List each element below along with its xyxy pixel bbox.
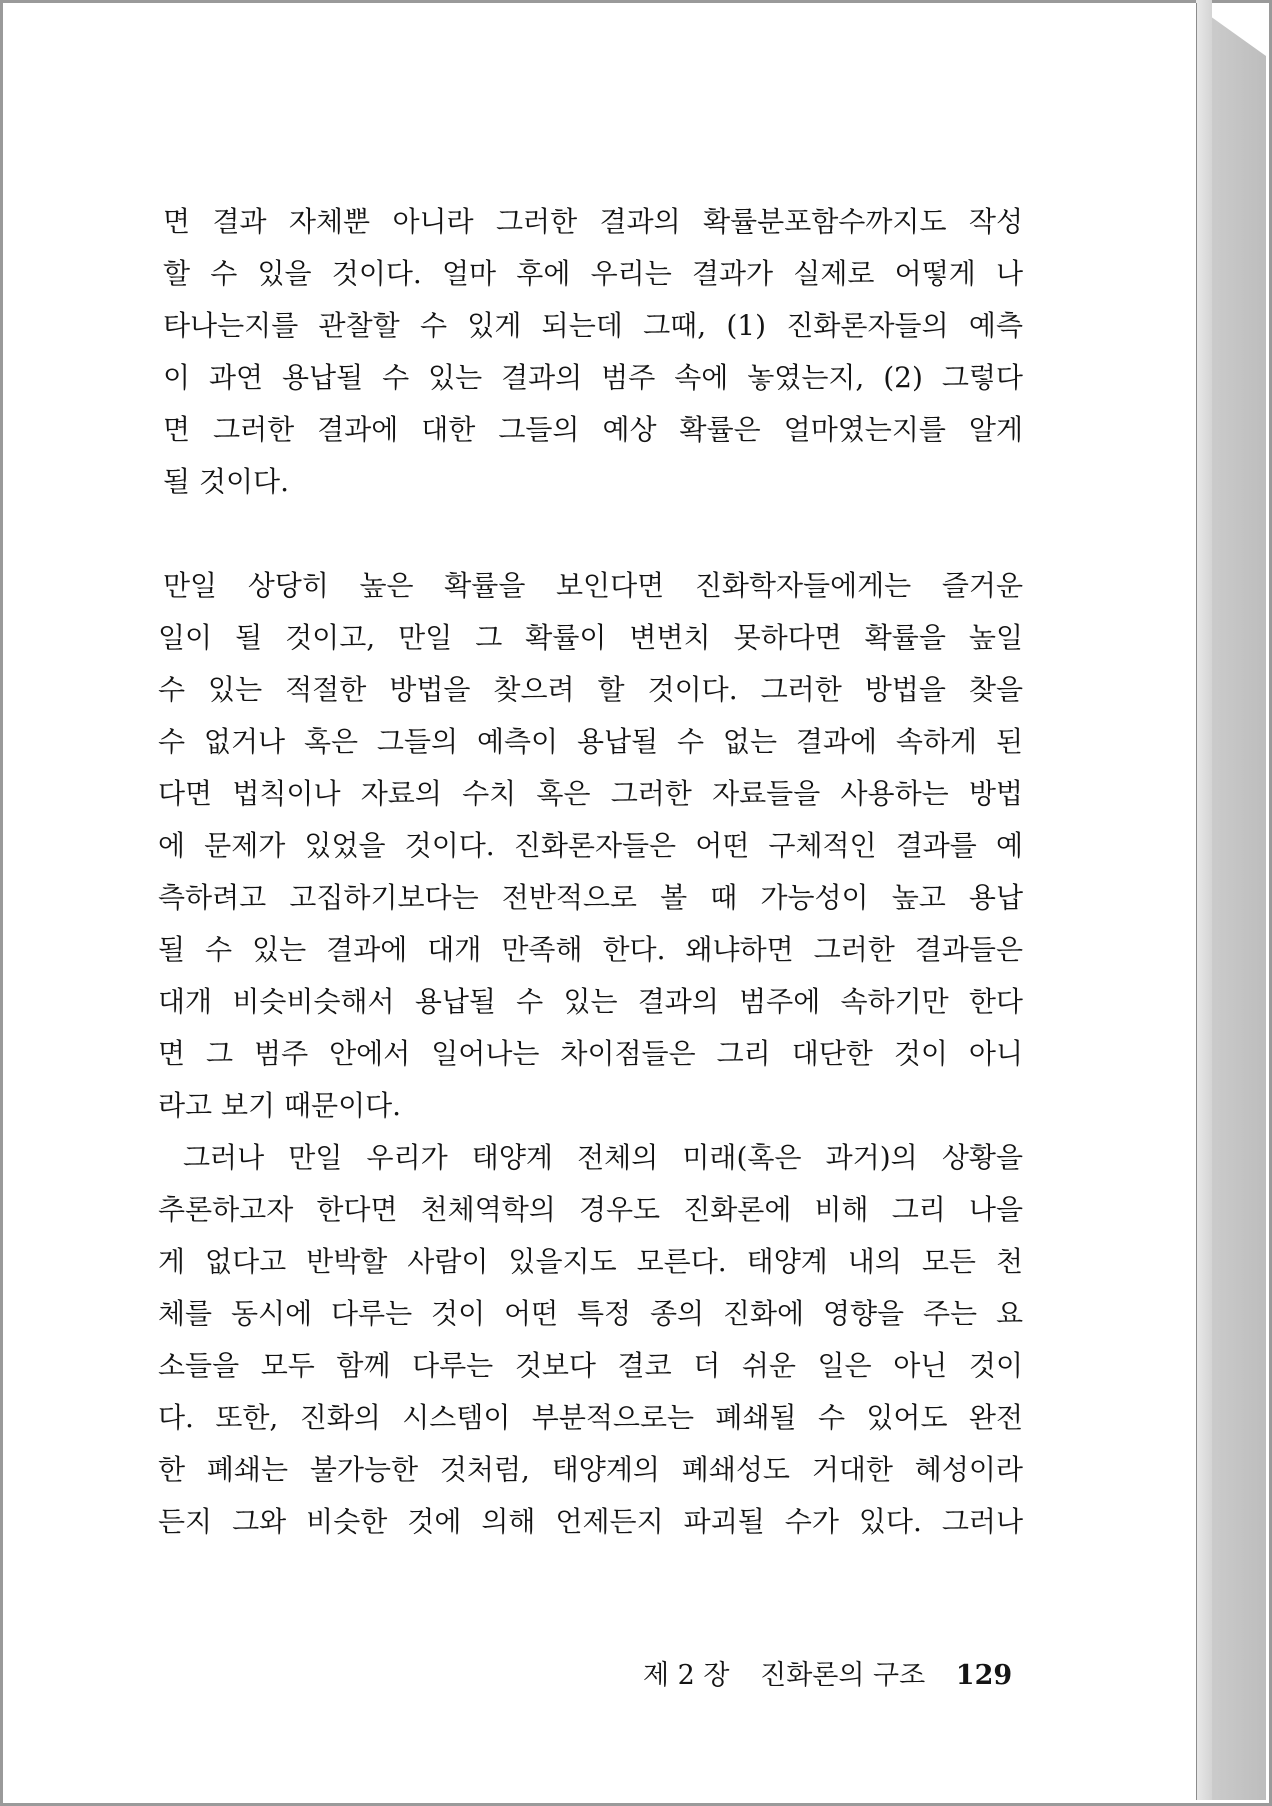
text-line: 이 과연 용납될 수 있는 결과의 범주 속에 놓였는지, (2) 그렇다 [163, 361, 1023, 394]
page-number: 129 [955, 1660, 1013, 1691]
text-line: 될 것이다. [163, 465, 289, 498]
text-line: 게 없다고 반박할 사람이 있을지도 모른다. 태양계 내의 모든 천 [158, 1245, 1023, 1278]
text-line: 만일 상당히 높은 확률을 보인다면 진화학자들에게는 즐거운 [163, 569, 1023, 602]
text-line: 면 결과 자체뿐 아니라 그러한 결과의 확률분포함수까지도 작성 [163, 205, 1023, 238]
body-text [3, 3, 1196, 1800]
text-line: 타나는지를 관찰할 수 있게 되는데 그때, (1) 진화론자들의 예측 [163, 309, 1023, 342]
page-footer [643, 1653, 1012, 1692]
text-line: 에 문제가 있었을 것이다. 진화론자들은 어떤 구체적인 결과를 예 [158, 829, 1023, 862]
text-line: 든지 그와 비슷한 것에 의해 언제든지 파괴될 수가 있다. 그러나 [158, 1505, 1023, 1538]
text-line: 소들을 모두 함께 다루는 것보다 결코 더 쉬운 일은 아닌 것이 [158, 1349, 1023, 1382]
text-line: 면 그러한 결과에 대한 그들의 예상 확률은 얼마였는지를 알게 [163, 413, 1023, 446]
text-line: 면 그 범주 안에서 일어나는 차이점들은 그리 대단한 것이 아니 [158, 1037, 1023, 1070]
text-line: 한 폐쇄는 불가능한 것처럼, 태양계의 폐쇄성도 거대한 혜성이라 [158, 1453, 1023, 1486]
text-line: 다면 법칙이나 자료의 수치 혹은 그러한 자료들을 사용하는 방법 [158, 777, 1023, 810]
text-line: 추론하고자 한다면 천체역학의 경우도 진화론에 비해 그리 나을 [158, 1193, 1023, 1226]
text-line: 대개 비슷비슷해서 용납될 수 있는 결과의 범주에 속하기만 한다 [158, 985, 1023, 1018]
chapter-title: 진화론의 구조 [760, 1660, 926, 1691]
text-line: 다. 또한, 진화의 시스템이 부분적으로는 폐쇄될 수 있어도 완전 [158, 1401, 1023, 1434]
chapter-label: 제 2 장 [643, 1660, 730, 1691]
text-line: 할 수 있을 것이다. 얼마 후에 우리는 결과가 실제로 어떻게 나 [163, 257, 1023, 290]
text-line: 수 없거나 혹은 그들의 예측이 용납될 수 없는 결과에 속하게 된 [158, 725, 1023, 758]
text-line: 라고 보기 때문이다. [158, 1089, 402, 1122]
text-line: 일이 될 것이고, 만일 그 확률이 변변치 못하다면 확률을 높일 [158, 621, 1023, 654]
text-line: 그러나 만일 우리가 태양계 전체의 미래(혹은 과거)의 상황을 [183, 1141, 1023, 1174]
book-page [3, 3, 1197, 1800]
text-line: 체를 동시에 다루는 것이 어떤 특정 종의 진화에 영향을 주는 요 [158, 1297, 1023, 1330]
text-line: 측하려고 고집하기보다는 전반적으로 볼 때 가능성이 높고 용납 [158, 881, 1023, 914]
text-line: 될 수 있는 결과에 대개 만족해 한다. 왜냐하면 그러한 결과들은 [158, 933, 1023, 966]
book-spine-edge [1196, 0, 1212, 1800]
text-line: 수 있는 적절한 방법을 찾으려 할 것이다. 그러한 방법을 찾을 [158, 673, 1023, 706]
